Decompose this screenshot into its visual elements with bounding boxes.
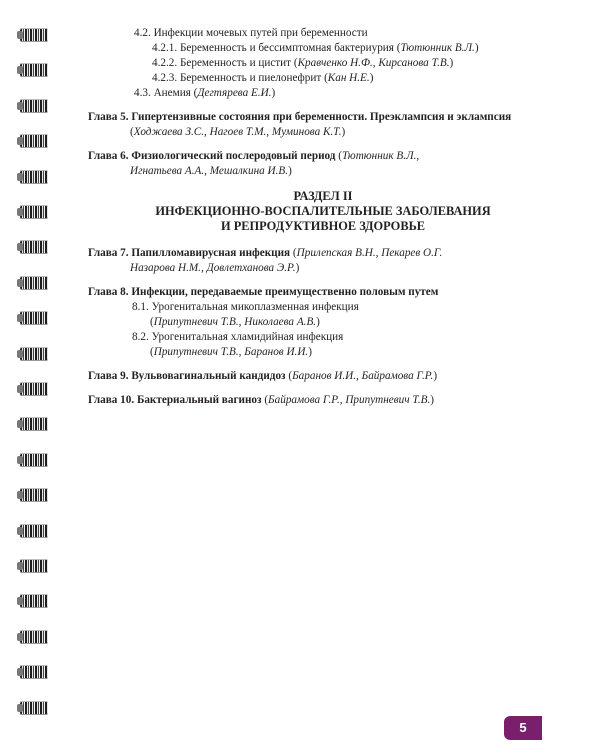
binding-ring	[20, 63, 48, 77]
authors-text: Назарова Н.М., Довлетханова Э.Р.	[130, 262, 296, 274]
chapter-title: Глава 9. Вульвовагинальный кандидоз	[88, 370, 286, 382]
toc-chapter-9	[88, 369, 558, 384]
binding-ring	[20, 347, 48, 361]
authors-open: (	[335, 150, 342, 162]
authors-text: Припутневич Т.В., Баранов И.И.	[153, 346, 309, 358]
toc-item-8-2-authors	[150, 345, 558, 360]
binding-ring	[20, 665, 48, 679]
toc-chapter-7-title	[88, 246, 558, 261]
binding-ring	[20, 559, 48, 573]
toc-item-4-2-2	[152, 56, 558, 71]
binding-ring	[20, 488, 48, 502]
authors-close: )	[430, 394, 435, 406]
toc-item-text: 4.2.1. Беременность и бессимптомная бактериурия (	[152, 42, 401, 54]
toc-chapter-6-authors	[130, 164, 558, 179]
chapter-title: Глава 10. Бактериальный вагиноз	[88, 394, 262, 406]
authors-close: )	[295, 262, 300, 274]
toc-item-4-2-1	[152, 41, 558, 56]
binding-ring	[20, 382, 48, 396]
chapter-title: Глава 7. Папилломавирусная инфекция	[88, 247, 291, 259]
binding-ring	[20, 630, 48, 644]
binding-ring	[20, 417, 48, 431]
toc-item-4-3	[134, 86, 558, 101]
binding-ring	[20, 99, 48, 113]
toc-item-author: Дегтярева Е.И.	[197, 87, 272, 99]
authors-text: Баранов И.И., Байрамова Г.Р.	[292, 370, 434, 382]
toc-chapter-6-title	[88, 149, 558, 164]
spiral-binding	[20, 0, 50, 750]
authors-text: Ходжаева З.С., Нагоев Т.М., Муминова К.Т.	[133, 126, 342, 138]
authors-open: (	[285, 370, 293, 382]
binding-ring	[20, 594, 48, 608]
page-number: 5	[504, 716, 542, 740]
section-title-line-1: ИНФЕКЦИОННО-ВОСПАЛИТЕЛЬНЫЕ ЗАБОЛЕВАНИЯ	[155, 204, 491, 218]
toc-chapter-8-title: Глава 8. Инфекции, передаваемые преимущественно половым путем	[88, 286, 439, 298]
authors-open: (	[290, 247, 297, 259]
binding-ring	[20, 524, 48, 538]
binding-ring	[20, 276, 48, 290]
toc-item-text: 4.2.2. Беременность и цистит (	[152, 57, 298, 69]
toc-item-author: Кравченко Н.Ф., Кирсанова Т.В.	[297, 57, 450, 69]
section-number: РАЗДЕЛ II	[293, 189, 353, 203]
binding-ring	[20, 453, 48, 467]
toc-item-text: 4.3. Анемия (	[134, 87, 198, 99]
toc-chapter-5-authors	[130, 125, 558, 140]
binding-ring	[20, 311, 48, 325]
toc-item-8-1-authors	[150, 315, 558, 330]
binding-ring	[20, 240, 48, 254]
authors-text: Тютюнник В.Л.,	[341, 150, 420, 162]
authors-close: )	[316, 316, 320, 328]
authors-close: )	[308, 346, 312, 358]
toc-item-close: )	[474, 42, 479, 54]
toc-item-close: )	[369, 72, 374, 84]
section-title-line-2: И РЕПРОДУКТИВНОЕ ЗДОРОВЬЕ	[220, 219, 426, 233]
toc-item-close: )	[449, 57, 454, 69]
chapter-title: Глава 6. Физиологический послеродовый период	[88, 150, 336, 162]
authors-close: )	[341, 126, 346, 138]
toc-item-4-2-3	[152, 71, 558, 86]
authors-open: (	[150, 316, 154, 328]
authors-open: (	[130, 126, 134, 138]
toc-item-text: 4.2. Инфекции мочевых путей при беременности	[134, 27, 368, 39]
binding-ring	[20, 28, 48, 42]
table-of-contents	[88, 26, 558, 408]
binding-ring	[20, 701, 48, 715]
toc-chapter-10	[88, 393, 558, 408]
toc-item-8-2: 8.2. Урогенитальная хламидийная инфекция	[132, 331, 344, 343]
authors-text: Прилепская В.Н., Пекарев О.Г.	[296, 247, 443, 259]
authors-text: Байрамова Г.Р., Припутневич Т.В.	[268, 394, 431, 406]
authors-close: )	[288, 165, 292, 177]
toc-item-8-1: 8.1. Урогенитальная микоплазменная инфекция	[132, 301, 359, 313]
toc-item-author: Кан Н.Е.	[327, 72, 370, 84]
authors-open: (	[261, 394, 269, 406]
toc-item-4-2	[134, 26, 558, 41]
authors-text: Игнатьева А.А., Мешалкина И.В.	[130, 165, 289, 177]
section-heading	[88, 189, 558, 234]
toc-item-close: )	[271, 87, 276, 99]
binding-ring	[20, 170, 48, 184]
binding-ring	[20, 205, 48, 219]
binding-ring	[20, 134, 48, 148]
toc-item-text: 4.2.3. Беременность и пиелонефрит (	[152, 72, 328, 84]
toc-chapter-5-title: Глава 5. Гипертензивные состояния при беременности. Преэклампсия и эклампсия	[88, 111, 512, 123]
authors-text: Припутневич Т.В., Николаева А.В.	[153, 316, 317, 328]
toc-item-author: Тютюнник В.Л.	[400, 42, 475, 54]
authors-open: (	[150, 346, 154, 358]
authors-close: )	[433, 370, 438, 382]
toc-chapter-7-authors	[130, 261, 558, 276]
